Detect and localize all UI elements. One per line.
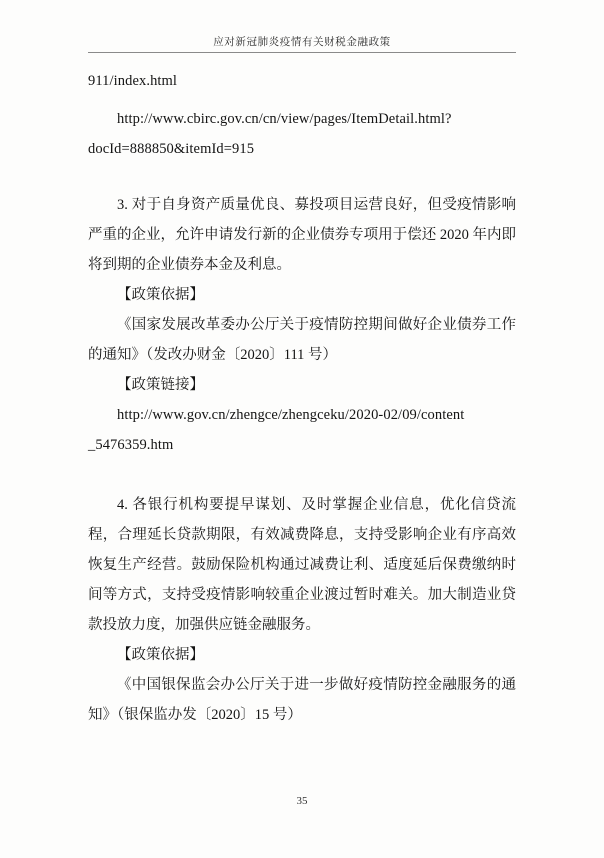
- spacer: [88, 96, 516, 104]
- policy-link-1-line2: _5476359.htm: [88, 437, 174, 453]
- policy-basis-2-text: 《中国银保监会办公厅关于进一步做好疫情防控金融服务的通知》（银保监办发〔2020〕15 号）: [88, 677, 516, 723]
- spacer: [88, 164, 516, 190]
- header-divider: [88, 52, 516, 53]
- policy-basis-1-text: 《国家发展改革委办公厅关于疫情防控期间做好企业债券工作的通知》（发改办财金〔2020〕111 号）: [88, 317, 516, 363]
- paragraph-item-4: 4. 各银行机构要提早谋划、及时掌握企业信息，优化信贷流程，合理延长贷款期限，有效减费降息，支持受影响企业有序高效恢复生产经营。鼓励保险机构通过减费让利、适度延后保费缴纳时间等方式，支持受疫情影响较重企业渡过暂时难关。加大制造业贷款投放力度，加强供应链金融服务。: [88, 497, 516, 633]
- label-policy-basis-2: 【政策依据】: [117, 647, 204, 663]
- page-content: [88, 66, 516, 730]
- url-cbirc: http://www.cbirc.gov.cn/cn/view/pages/ItemDetail.html?docId=888850&itemId=915: [88, 111, 452, 157]
- label-policy-basis-1: 【政策依据】: [117, 287, 204, 303]
- label-policy-link-1: 【政策链接】: [117, 377, 204, 393]
- spacer: [88, 460, 516, 490]
- url-fragment-top: 911/index.html: [88, 73, 178, 89]
- page-number: 35: [296, 795, 308, 807]
- running-header: 应对新冠肺炎疫情有关财税金融政策: [213, 37, 391, 48]
- paragraph-item-3: 3. 对于自身资产质量优良、募投项目运营良好，但受疫情影响严重的企业，允许申请发行新的企业债券专项用于偿还 2020 年内即将到期的企业债券本金及利息。: [88, 197, 516, 273]
- policy-link-1-line1: http://www.gov.cn/zhengce/zhengceku/2020-02/09/content: [117, 407, 465, 423]
